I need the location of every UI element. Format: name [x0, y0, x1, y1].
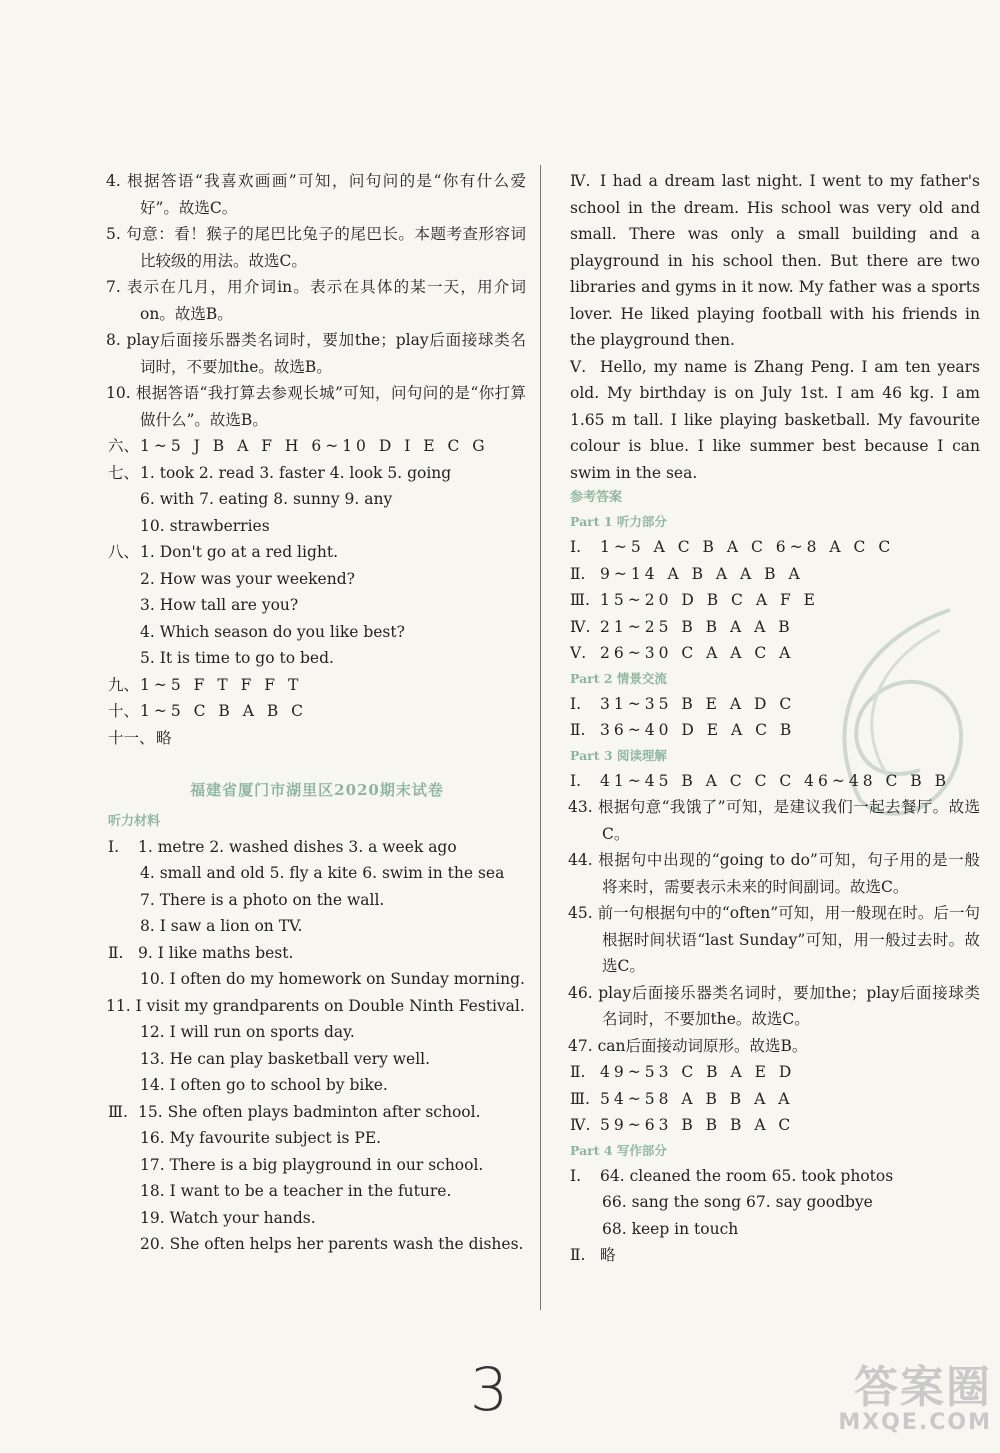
column-divider	[540, 165, 541, 1310]
answer-line: 2. How was your weekend?	[140, 569, 355, 588]
listening-line: 1. metre 2. washed dishes 3. a week ago	[138, 837, 457, 856]
answer-line: 6. with 7. eating 8. sunny 9. any	[140, 490, 393, 508]
section-eight	[108, 539, 526, 566]
answer-key: 49~53 C B A E D	[600, 1063, 796, 1081]
answer-line: 略	[600, 1246, 616, 1264]
section-label: 十、	[108, 702, 140, 720]
roman-numeral: Ⅱ.	[570, 1063, 586, 1081]
answer-row	[570, 561, 980, 588]
listening-passage-iv	[570, 168, 980, 354]
listening-part-i	[108, 834, 526, 861]
listening-line: 15. She often plays badminton after school.	[138, 1102, 481, 1121]
section-six	[108, 433, 526, 460]
answer-key: 26~30 C A A C A	[600, 644, 795, 662]
answer-line: 1. Don't go at a red light.	[140, 543, 339, 561]
listening-line: 9. I like maths best.	[138, 943, 294, 962]
right-column	[570, 168, 980, 1269]
answer-explanation: 47. can后面接动词原形。故选B。	[568, 1036, 808, 1055]
section-label: 七、	[108, 463, 140, 482]
roman-numeral: Ⅰ.	[570, 771, 582, 790]
roman-numeral: Ⅱ.	[570, 564, 586, 583]
answer-explanation: 46. play后面接乐器类名词时，要加the；play后面接球类名词时，不要加the。故选C。	[568, 983, 980, 1028]
section-label: 八、	[108, 543, 140, 561]
site-watermark	[838, 1362, 992, 1435]
listening-line: 20. She often helps her parents wash the dishes.	[140, 1235, 524, 1253]
left-column	[108, 168, 526, 1258]
answer-row	[570, 1112, 980, 1139]
answer-line: 68. keep in touch	[602, 1219, 739, 1238]
answer-key: 略	[156, 728, 172, 747]
passage-text: I had a dream last night. I went to my father's school in the dream. His school was very old and small. There was only a small building and a playground in his school then. But there are two libraries and gyms in it now. My father was a sports lover. He liked playing football with his friends in the playground then.	[570, 172, 980, 349]
listening-line: 17. There is a big playground in our school.	[140, 1155, 484, 1174]
answer-key: 1~5 J B A F H 6~10 D I E C G	[140, 437, 489, 455]
answer-explanation: 44. 根据句中出现的“going to do”可知，句子用的是一般将来时，需要表示未来的时间副词。故选C。	[568, 851, 980, 896]
passage-text: Hello, my name is Zhang Peng. I am ten years old. My birthday is on July 1st. I am 46 kg. I am 1.65 m tall. I like playing basketball. My favourite colour is blue. I like summer best because I can swim in the sea.	[570, 357, 980, 482]
roman-numeral: Ⅱ.	[108, 943, 124, 962]
listening-line: 13. He can play basketball very well.	[140, 1049, 431, 1068]
roman-numeral: Ⅱ.	[570, 1246, 586, 1264]
answer-explanation: 45. 前一句根据句中的“often”可知，用一般现在时。后一句根据时间状语“last Sunday”可知，用一般过去时。故选C。	[568, 904, 980, 975]
answer-row	[570, 587, 980, 614]
answer-key: 15~20 D B C A F E	[600, 591, 819, 609]
section-nine	[108, 672, 526, 699]
answer-explanation: 5. 句意：看！猴子的尾巴比兔子的尾巴长。本题考查形容词比较级的用法。故选C。	[106, 225, 526, 270]
answer-key: 21~25 B B A A B	[600, 617, 794, 636]
listening-line: 8. I saw a lion on TV.	[140, 917, 303, 935]
answer-key: 54~58 A B B A A	[600, 1089, 794, 1108]
listening-part-ii	[108, 940, 526, 967]
roman-numeral: Ⅳ.	[570, 617, 591, 636]
listening-passage-v	[570, 354, 980, 487]
answer-key: 1~5 C B A B C	[140, 702, 308, 720]
section-eleven	[108, 725, 526, 752]
part4-title: Part 4 写作部分	[570, 1142, 667, 1158]
roman-numeral: Ⅴ.	[570, 357, 587, 376]
section-label: 九、	[108, 675, 140, 694]
answer-row	[570, 691, 980, 718]
section-ten	[108, 698, 526, 725]
roman-numeral: Ⅲ.	[108, 1102, 128, 1121]
answer-line: 1. took 2. read 3. faster 4. look 5. going	[140, 463, 452, 482]
answer-line: 5. It is time to go to bed.	[140, 649, 334, 667]
answer-explanation: 7. 表示在几月，用介词in。表示在具体的某一天，用介词on。故选B。	[106, 278, 526, 323]
answer-line: 10. strawberries	[140, 516, 270, 535]
answer-row	[570, 1059, 980, 1086]
roman-numeral: Ⅴ.	[570, 644, 587, 662]
answer-key: 59~63 B B B A C	[600, 1116, 795, 1134]
roman-numeral: Ⅰ.	[570, 694, 582, 713]
listening-material-title: 听力材料	[108, 813, 161, 829]
answer-row	[570, 534, 980, 561]
section-label: 六、	[108, 437, 140, 455]
roman-numeral: Ⅰ.	[570, 538, 582, 556]
answer-row	[570, 1242, 980, 1269]
listening-line: 14. I often go to school by bike.	[140, 1076, 388, 1094]
answer-key: 1~5 F T F F T	[140, 675, 303, 694]
roman-numeral: Ⅰ.	[108, 837, 120, 856]
answer-row	[570, 1086, 980, 1113]
listening-line: 19. Watch your hands.	[140, 1208, 316, 1227]
watermark-logo-text: 答案圈	[854, 1362, 992, 1413]
answer-line: 3. How tall are you?	[140, 596, 299, 614]
listening-line: 11. I visit my grandparents on Double Ninth Festival.	[106, 996, 525, 1015]
roman-numeral: Ⅰ.	[570, 1166, 582, 1185]
listening-line: 12. I will run on sports day.	[140, 1023, 355, 1041]
part2-title: Part 2 情景交流	[570, 670, 667, 686]
listening-line: 16. My favourite subject is PE.	[140, 1129, 382, 1147]
roman-numeral: Ⅲ.	[570, 1089, 590, 1108]
listening-part-iii	[108, 1099, 526, 1126]
watermark-url: MXQE.COM	[838, 1410, 992, 1435]
roman-numeral: Ⅱ.	[570, 721, 586, 739]
answer-key: 31~35 B E A D C	[600, 694, 796, 713]
answer-explanation: 43. 根据句意“我饿了”可知，是建议我们一起去餐厅。故选C。	[568, 798, 980, 843]
answer-key: 9~14 A B A A B A	[600, 564, 804, 583]
page-number: 3	[470, 1355, 509, 1425]
listening-line: 10. I often do my homework on Sunday morning.	[140, 970, 525, 988]
answer-row	[570, 1163, 980, 1190]
listening-line: 4. small and old 5. fly a kite 6. swim in the sea	[140, 864, 505, 882]
answers-title: 参考答案	[570, 490, 623, 505]
section-label: 十一、	[108, 728, 155, 747]
listening-line: 7. There is a photo on the wall.	[140, 890, 385, 909]
answer-explanation: 8. play后面接乐器类名词时，要加the；play后面接球类名词时，不要加the。故选B。	[106, 331, 526, 376]
answer-row	[570, 768, 980, 795]
answer-line: 4. Which season do you like best?	[140, 622, 405, 641]
part3-title: Part 3 阅读理解	[570, 747, 667, 763]
answer-explanation: 4. 根据答语“我喜欢画画”可知，问句问的是“你有什么爱好”。故选C。	[106, 172, 526, 217]
roman-numeral: Ⅳ.	[570, 1116, 591, 1134]
answer-key: 36~40 D E A C B	[600, 721, 796, 739]
answer-row	[570, 640, 980, 667]
exam-title: 福建省厦门市湖里区2020期末试卷	[190, 781, 444, 799]
roman-numeral: Ⅲ.	[570, 591, 590, 609]
section-seven	[108, 460, 526, 487]
answer-explanation: 10. 根据答语“我打算去参观长城”可知，问句问的是“你打算做什么”。故选B。	[106, 384, 526, 429]
listening-line: 18. I want to be a teacher in the future.	[140, 1182, 452, 1200]
answer-row	[570, 717, 980, 744]
answer-line: 66. sang the song 67. say goodbye	[602, 1193, 873, 1211]
answer-line: 64. cleaned the room 65. took photos	[600, 1166, 894, 1185]
answer-key: 1~5 A C B A C 6~8 A C C	[600, 538, 895, 556]
part1-title: Part 1 听力部分	[570, 514, 667, 529]
roman-numeral: Ⅳ.	[570, 172, 591, 190]
answer-key: 41~45 B A C C C 46~48 C B B	[600, 771, 951, 790]
answer-row	[570, 614, 980, 641]
